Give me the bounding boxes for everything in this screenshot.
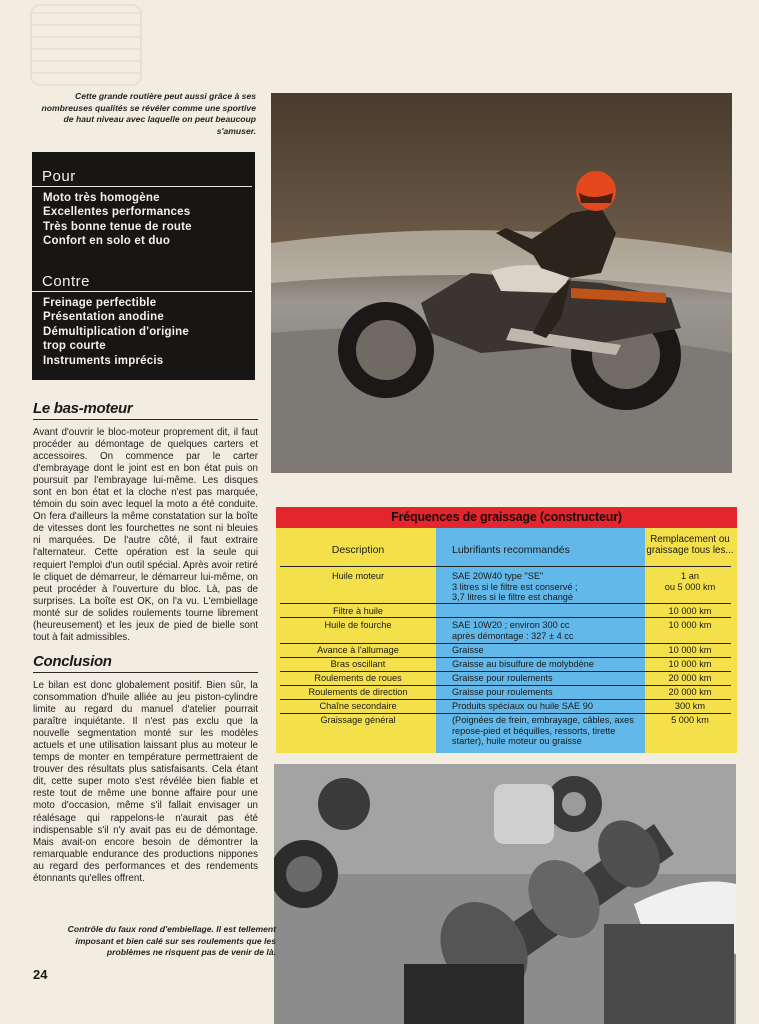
section-heading-bas-moteur: Le bas-moteur (33, 400, 133, 417)
section-heading-conclusion: Conclusion (33, 653, 112, 670)
row-lubricant: (Poignées de frein, embrayage, câbles, axes repose-pied et béquilles, ressorts, tirette starter), huile moteur ou graisse (452, 715, 634, 747)
pour-item: Confort en solo et duo (43, 235, 171, 248)
table-title: Fréquences de graissage (constructeur) (276, 507, 737, 528)
engine-crankshaft-photo (274, 764, 736, 1024)
contre-list (32, 296, 252, 368)
row-interval: 1 an ou 5 000 km (664, 571, 716, 592)
row-interval: 5 000 km (671, 715, 709, 725)
row-interval: 10 000 km (668, 659, 712, 669)
row-description: Bras oscillant (330, 659, 386, 669)
pour-block (32, 168, 252, 249)
contre-item: Présentation anodine (43, 311, 164, 324)
row-divider (280, 713, 731, 714)
row-divider (280, 566, 731, 567)
row-interval: 20 000 km (668, 673, 712, 683)
row-lubricant: Graisse pour roulements (452, 673, 553, 683)
row-description: Chaîne secondaire (319, 701, 397, 711)
row-description: Filtre à huile (332, 606, 384, 616)
row-divider (280, 671, 731, 672)
section-rule (33, 672, 258, 673)
contre-item: Freinage perfectible (43, 297, 157, 309)
photo-caption-bottom: Contrôle du faux rond d'embiellage. Il est tellement imposant et bien calé sur ses roulements que les problèmes ne risquent pas de venir de là. (67, 924, 276, 957)
photo-caption-top: Cette grande routière peut aussi grâce à ses nombreuses qualités se révéler comme une sportive de haut niveau avec laquelle on peut beaucoup s'amuser. (41, 91, 256, 136)
lubrication-table (276, 507, 737, 753)
row-lubricant: Graisse pour roulements (452, 687, 553, 697)
article-paragraph-conclusion: Le bilan est donc globalement positif. Bien sûr, la consommation d'huile alliée au jeu piston-cylindre limite au regard du manuel d'atelier pourrait paraître inquiétante. Il n'est pas exclu que la nouvelle segmentation monté sur les modèles actuels et une utilisation laissant plus au moteur le temps de monter en température permettraient de trouver des résultats plus satisfaisants. Cela étant dit, cette super moto s'est révélée bien fiable et reste tout de même une bonne affaire pour une moto d'occasion, même s'il fallait envisager un réalésage qui rappelons-le n'aurait pas été indispensable s'il n'y avait pas eu de démontage. Mais avait-on encore besoin de démontrer la remarquable endurance des productions nippones au regard des performances et des rendements étonnants qu'elles offrent. (33, 680, 258, 884)
row-lubricant: Graisse (452, 645, 484, 655)
row-divider (280, 603, 731, 604)
row-divider (280, 643, 731, 644)
header-interval: Remplacement ou graissage tous les... (646, 534, 734, 556)
article-paragraph-bas-moteur: Avant d'ouvrir le bloc-moteur proprement dit, il faut procéder au démontage de quelques carters et accessoires. On commence par le carter d'embrayage dont le joint est en bon état puis on poursuit par l'embrayage lui-même. Les disques sont en bon état et la cloche n'est pas marquée, témoin du soin avec lequel la moto a été conduite. On fera d'ailleurs la même constatation sur la boîte de vitesses dont les fourchettes ne sont ni bleuies ni marquées. De l'autre côté, il faut extraire l'alternateur. Cette opération est la seule qui requiert l'emploi d'un outil spécial. Après avoir retiré le cliquet de démarreur, le démarreur lui-même, on peut procéder à l'ouverture du bloc. Là, pas de surprises. La boîte est OK, on l'a vu. L'embiellage monté sur de solides roulements tourne librement (heureusement) et les jeux de pied de bielle sont tout à fait admissibles. (33, 427, 258, 643)
row-lubricant: Produits spéciaux ou huile SAE 90 (452, 701, 593, 711)
row-interval: 20 000 km (668, 687, 712, 697)
contre-title: Contre (32, 273, 252, 292)
page-number: 24 (33, 967, 48, 982)
pros-cons-box (32, 152, 255, 380)
row-description: Roulements de direction (308, 687, 408, 697)
magazine-logo-watermark (30, 4, 142, 86)
row-description: Roulements de roues (314, 673, 402, 683)
row-divider (280, 617, 731, 618)
section-rule (33, 419, 258, 420)
pour-item: Excellentes performances (43, 206, 191, 219)
pour-title: Pour (32, 168, 252, 187)
pour-item: Très bonne tenue de route (43, 220, 192, 233)
row-interval: 10 000 km (668, 620, 712, 630)
contre-item: Démultiplication d'origine (43, 325, 189, 338)
row-description: Huile moteur (331, 571, 385, 581)
pour-list (32, 191, 252, 249)
contre-item: Instruments imprécis (43, 354, 164, 367)
row-divider (280, 685, 731, 686)
row-divider (280, 657, 731, 658)
row-lubricant: SAE 20W40 type "SE" 3 litres si le filtre est conservé ; 3,7 litres si le filtre est changé (452, 571, 578, 603)
row-interval: 10 000 km (668, 645, 712, 655)
row-divider (280, 699, 731, 700)
row-interval: 300 km (674, 701, 706, 711)
pour-item: Moto très homogène (43, 192, 160, 204)
row-lubricant: SAE 10W20 ; environ 300 cc après démontage : 327 ± 4 cc (452, 620, 574, 641)
contre-block (32, 273, 252, 368)
row-lubricant: Graisse au bisulfure de molybdène (452, 659, 594, 669)
motorcycle-photo (271, 93, 732, 473)
row-description: Graissage général (320, 715, 396, 725)
contre-item: trop courte (43, 340, 106, 353)
row-interval: 10 000 km (668, 606, 712, 616)
row-description: Huile de fourche (324, 620, 392, 630)
row-description: Avance à l'allumage (317, 645, 399, 655)
header-description: Description (331, 544, 385, 556)
header-lubricants: Lubrifiants recommandés (452, 544, 570, 556)
